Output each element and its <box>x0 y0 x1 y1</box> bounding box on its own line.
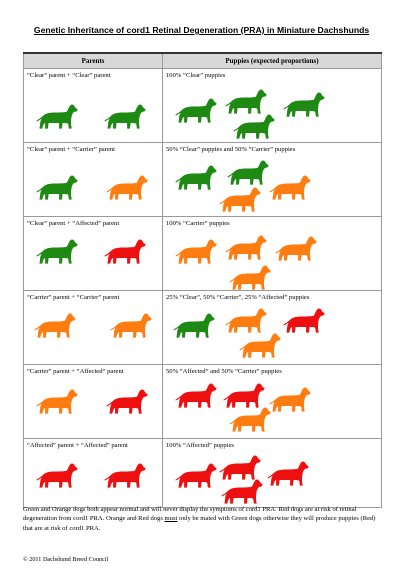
table-row <box>24 365 382 439</box>
puppies-cell <box>163 217 382 291</box>
puppy-dog-icon <box>267 459 309 487</box>
puppies-cell <box>163 291 382 365</box>
puppies-label: 100% “Carrier” puppies <box>166 220 230 227</box>
puppy-dog-icon <box>225 306 267 334</box>
parents-cell <box>24 291 163 365</box>
puppy-dog-icon <box>175 237 217 265</box>
puppy-dog-icon <box>175 461 217 489</box>
parent-dog-icon <box>36 387 78 415</box>
footnote-text-end: only be mated with Green dogs otherwise they will produce puppies (Red) that are at risk of cord1 PRA. <box>23 515 376 532</box>
puppy-dog-icon <box>233 112 275 140</box>
parent-dog-icon <box>36 173 78 201</box>
puppies-cell <box>163 69 382 143</box>
puppies-label: 25% “Clear”, 50% “Carrier”, 25% “Affected” puppies <box>166 294 310 301</box>
puppy-dog-icon <box>239 331 281 359</box>
puppy-dog-icon <box>175 163 217 191</box>
footnote-text: Green and Orange dogs both appear normal and will never display the symptoms of cord1 PRA. Red dogs are at risk of retinal degeneration from cord1 PRA. Orange and Red dogs <box>23 506 357 523</box>
parents-label: “Clear” parent + “Affected” parent <box>27 220 120 227</box>
copyright: © 2011 Dachshund Breed Council <box>23 556 109 563</box>
parent-dog-icon <box>36 237 78 265</box>
puppies-label: 50% “Affected” and 50% “Carrier” puppies <box>166 368 282 375</box>
parents-cell <box>24 217 163 291</box>
puppy-dog-icon <box>221 477 263 505</box>
table-header-row <box>24 53 382 69</box>
puppy-dog-icon <box>219 185 261 213</box>
puppies-label: 100% “Affected” puppies <box>166 442 234 449</box>
puppy-dog-icon <box>225 233 267 261</box>
parent-dog-icon <box>104 461 146 489</box>
footnote-emphasis: must <box>164 515 178 523</box>
parent-dog-icon <box>106 387 148 415</box>
table-row <box>24 291 382 365</box>
puppies-cell <box>163 143 382 217</box>
puppy-dog-icon <box>269 173 311 201</box>
table-row <box>24 439 382 508</box>
document-title: Genetic Inheritance of cord1 Retinal Degeneration (PRA) in Miniature Dachshunds <box>33 25 370 35</box>
puppy-dog-icon <box>283 306 325 334</box>
puppy-dog-icon <box>225 87 267 115</box>
parent-dog-icon <box>106 173 148 201</box>
parents-cell <box>24 365 163 439</box>
puppies-cell <box>163 439 382 508</box>
parent-dog-icon <box>110 311 152 339</box>
parent-dog-icon <box>36 461 78 489</box>
puppy-dog-icon <box>227 158 269 186</box>
footnote <box>23 505 383 533</box>
inheritance-table <box>23 52 382 508</box>
parents-label: “Clear” parent + “Carrier” parent <box>27 146 115 153</box>
puppies-label: 100% “Clear” puppies <box>166 72 226 79</box>
parents-label: “Clear” parent + “Clear” parent <box>27 72 111 79</box>
puppy-dog-icon <box>229 263 271 291</box>
parent-dog-icon <box>34 311 76 339</box>
puppy-dog-icon <box>175 381 217 409</box>
puppy-dog-icon <box>175 96 217 124</box>
header-parents: Parents <box>24 53 163 69</box>
puppies-label: 50% “Clear” puppies and 50% “Carrier” puppies <box>166 146 296 153</box>
parents-label: “Carrier” parent + “Carrier” parent <box>27 294 120 301</box>
puppy-dog-icon <box>283 90 325 118</box>
parents-label: “Affected” parent + “Affected” parent <box>27 442 128 449</box>
puppy-dog-icon <box>275 234 317 262</box>
header-puppies: Puppies (expected proportions) <box>163 53 382 69</box>
parent-dog-icon <box>104 102 146 130</box>
table-row <box>24 143 382 217</box>
puppy-dog-icon <box>173 311 215 339</box>
puppies-cell <box>163 365 382 439</box>
puppy-dog-icon <box>229 405 271 433</box>
table-row <box>24 217 382 291</box>
parents-cell <box>24 143 163 217</box>
parents-cell <box>24 69 163 143</box>
table-row <box>24 69 382 143</box>
parents-cell <box>24 439 163 508</box>
parents-label: “Carrier” parent + “Affected” parent <box>27 368 124 375</box>
puppy-dog-icon <box>269 385 311 413</box>
parent-dog-icon <box>36 102 78 130</box>
parent-dog-icon <box>104 237 146 265</box>
